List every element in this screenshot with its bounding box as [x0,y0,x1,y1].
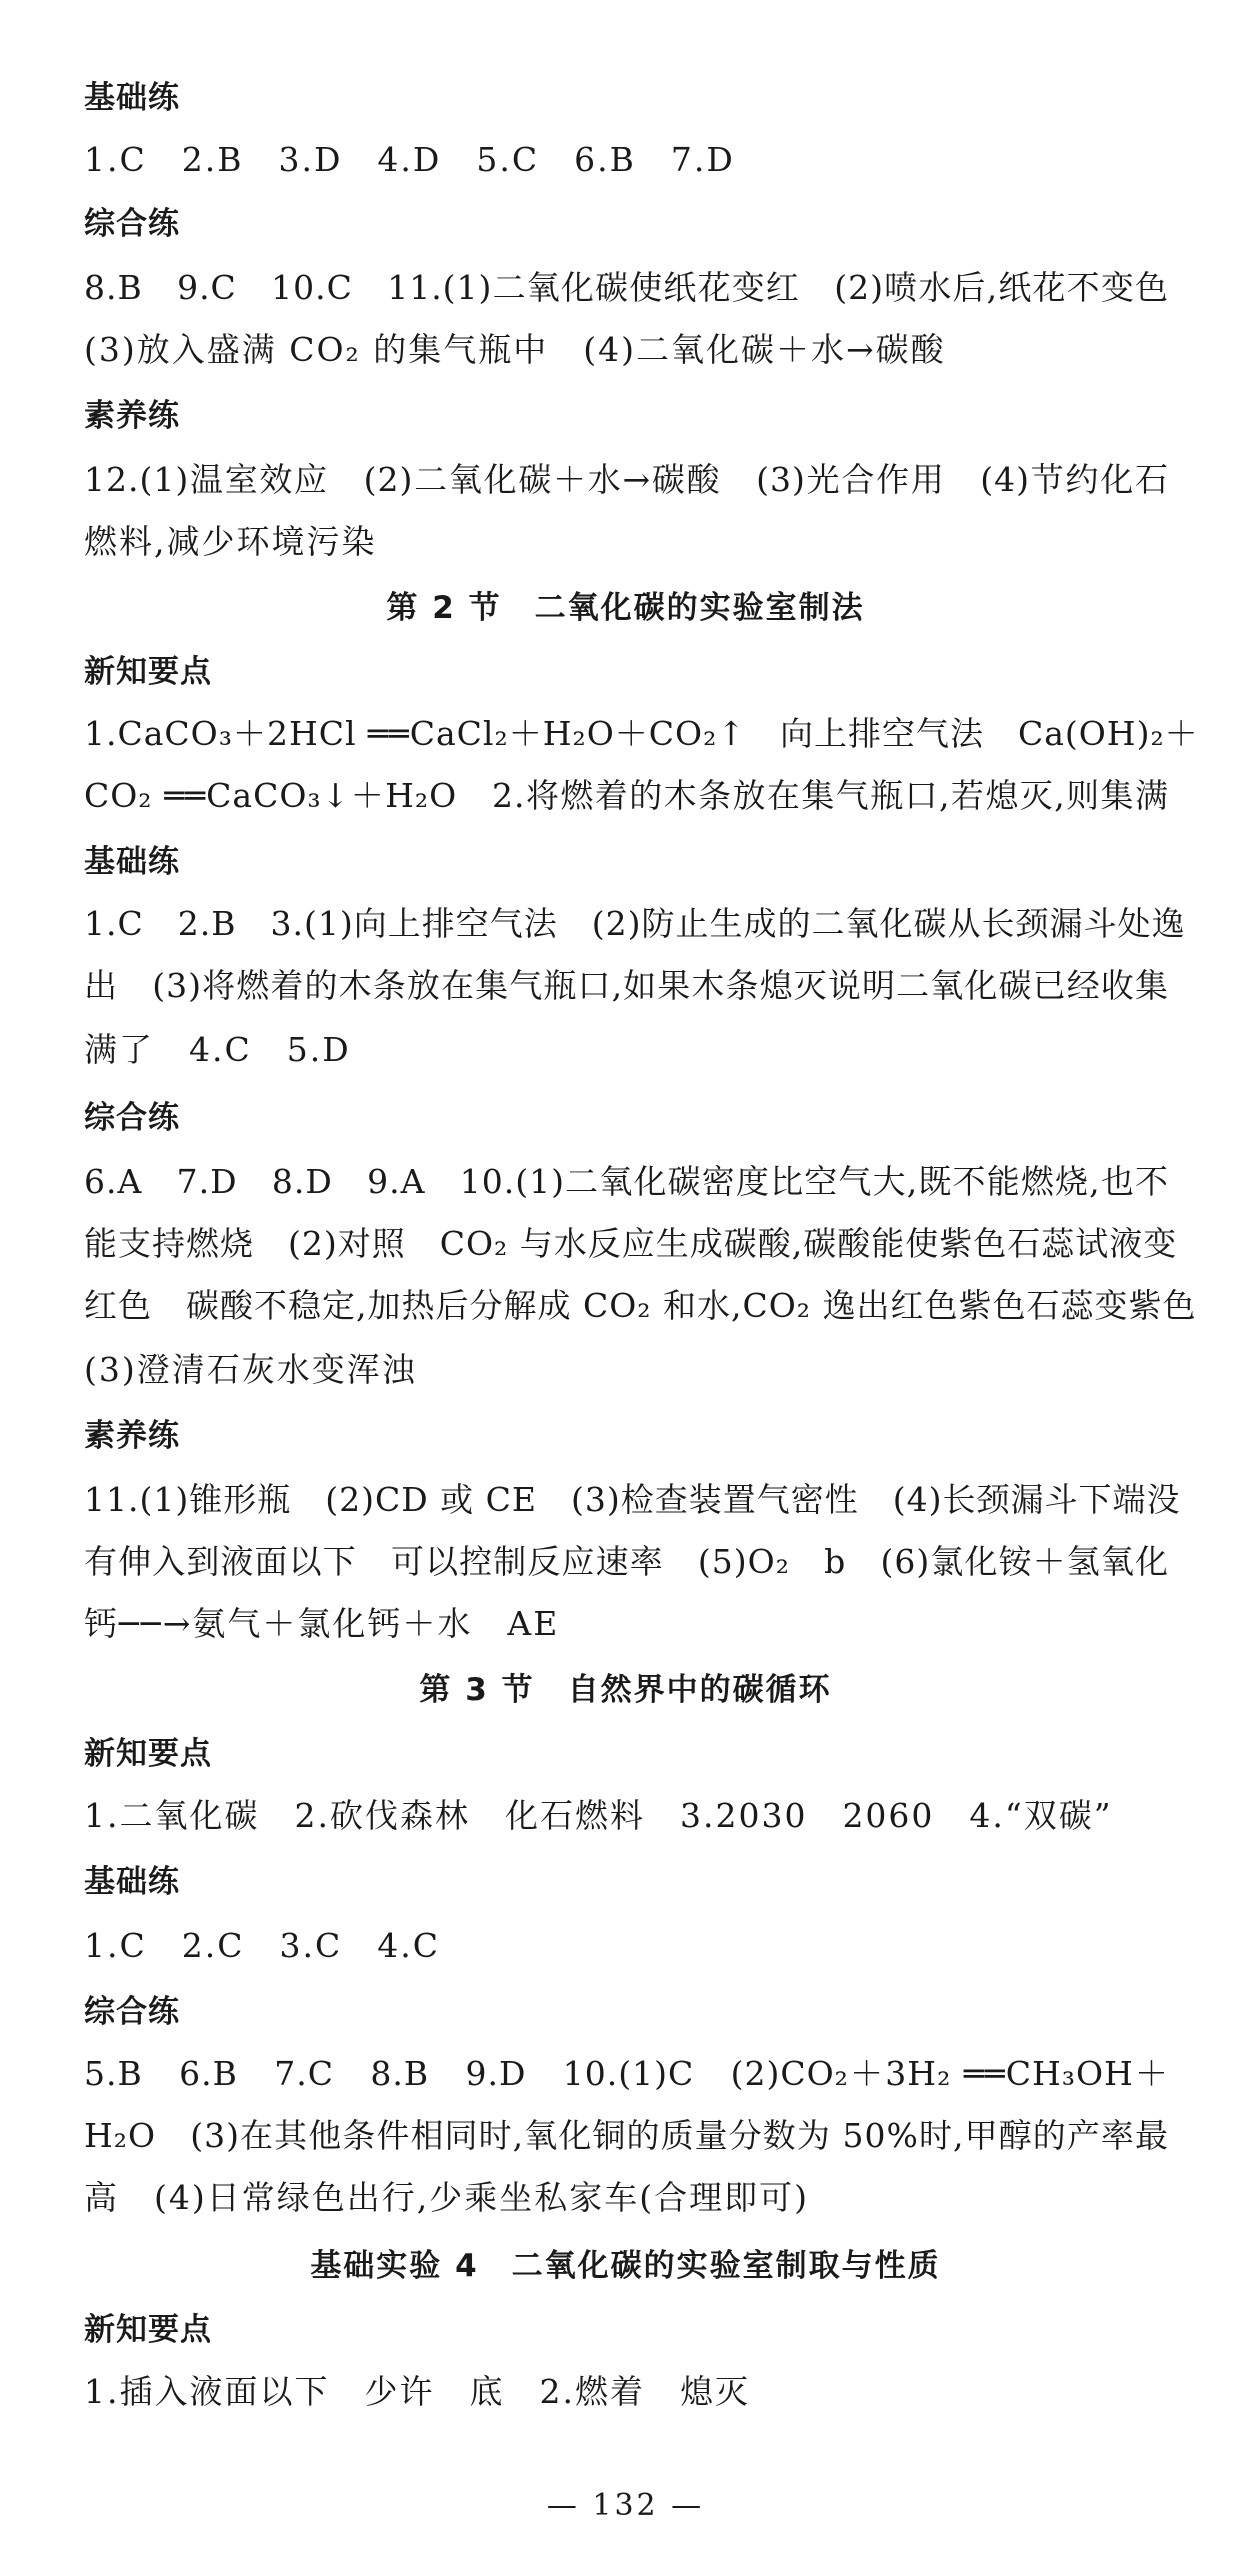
answer-line: 满了 4.C 5.D [84,1030,351,1069]
answer-line: 8.B 9.C 10.C 11.(1)二氧化碳使纸花变红 (2)喷水后,纸花不变色 [84,268,1169,307]
answer-line: 1.CaCO₃＋2HCl ══CaCl₂＋H₂O＋CO₂↑ 向上排空气法 Ca(OH)₂＋ [84,714,1199,753]
answer-line: 红色 碳酸不稳定,加热后分解成 CO₂ 和水,CO₂ 逸出红色紫色石蕊变紫色 [84,1286,1197,1325]
section-title-lesson-2: 第 2 节 二氧化碳的实验室制法 [386,590,865,626]
answer-line: 1.C 2.B 3.D 4.D 5.C 6.B 7.D [84,140,735,179]
heading-basic-practice: 基础练 [84,1864,180,1900]
answer-line: 钙──→氨气＋氯化钙＋水 AE [84,1604,560,1643]
answer-line: 1.C 2.B 3.(1)向上排空气法 (2)防止生成的二氧化碳从长颈漏斗处逸 [84,904,1186,943]
heading-basic-practice: 基础练 [84,844,180,880]
answer-line: (3)澄清石灰水变浑浊 [84,1350,417,1389]
section-title-lesson-3: 第 3 节 自然界中的碳循环 [419,1672,832,1708]
answer-line: 1.C 2.C 3.C 4.C [84,1926,440,1965]
heading-comprehensive-practice: 综合练 [84,1994,180,2030]
heading-basic-practice: 基础练 [84,80,180,116]
heading-new-knowledge: 新知要点 [84,654,212,690]
heading-literacy-practice: 素养练 [84,1418,180,1454]
answer-line: 1.插入液面以下 少许 底 2.燃着 熄灭 [84,2372,750,2411]
answer-line: 1.二氧化碳 2.砍伐森林 化石燃料 3.2030 2060 4.“双碳” [84,1796,1113,1835]
heading-new-knowledge: 新知要点 [84,1736,212,1772]
heading-comprehensive-practice: 综合练 [84,206,180,242]
answer-line: CO₂ ══CaCO₃↓＋H₂O 2.将燃着的木条放在集气瓶口,若熄灭,则集满 [84,776,1169,815]
heading-comprehensive-practice: 综合练 [84,1100,180,1136]
answer-line: 高 (4)日常绿色出行,少乘坐私家车(合理即可) [84,2178,809,2217]
answer-line: 燃料,减少环境污染 [84,522,377,561]
answer-line: 5.B 6.B 7.C 8.B 9.D 10.(1)C (2)CO₂＋3H₂ ══CH₃OH＋ [84,2054,1169,2093]
answer-line: 12.(1)温室效应 (2)二氧化碳＋水→碳酸 (3)光合作用 (4)节约化石 [84,460,1169,499]
answer-line: 6.A 7.D 8.D 9.A 10.(1)二氧化碳密度比空气大,既不能燃烧,也不 [84,1162,1169,1201]
answer-line: (3)放入盛满 CO₂ 的集气瓶中 (4)二氧化碳＋水→碳酸 [84,330,946,369]
answer-line: 能支持燃烧 (2)对照 CO₂ 与水反应生成碳酸,碳酸能使紫色石蕊试液变 [84,1224,1178,1263]
answer-line: H₂O (3)在其他条件相同时,氧化铜的质量分数为 50%时,甲醇的产率最 [84,2116,1169,2155]
page-number: — 132 — [546,2488,705,2523]
heading-new-knowledge: 新知要点 [84,2312,212,2348]
answer-line: 出 (3)将燃着的木条放在集气瓶口,如果木条熄灭说明二氧化碳已经收集 [84,966,1169,1005]
answer-line: 有伸入到液面以下 可以控制反应速率 (5)O₂ b (6)氯化铵＋氢氧化 [84,1542,1169,1581]
heading-literacy-practice: 素养练 [84,398,180,434]
answer-line: 11.(1)锥形瓶 (2)CD 或 CE (3)检查装置气密性 (4)长颈漏斗下端没 [84,1480,1181,1519]
section-title-experiment-4: 基础实验 4 二氧化碳的实验室制取与性质 [310,2248,941,2284]
